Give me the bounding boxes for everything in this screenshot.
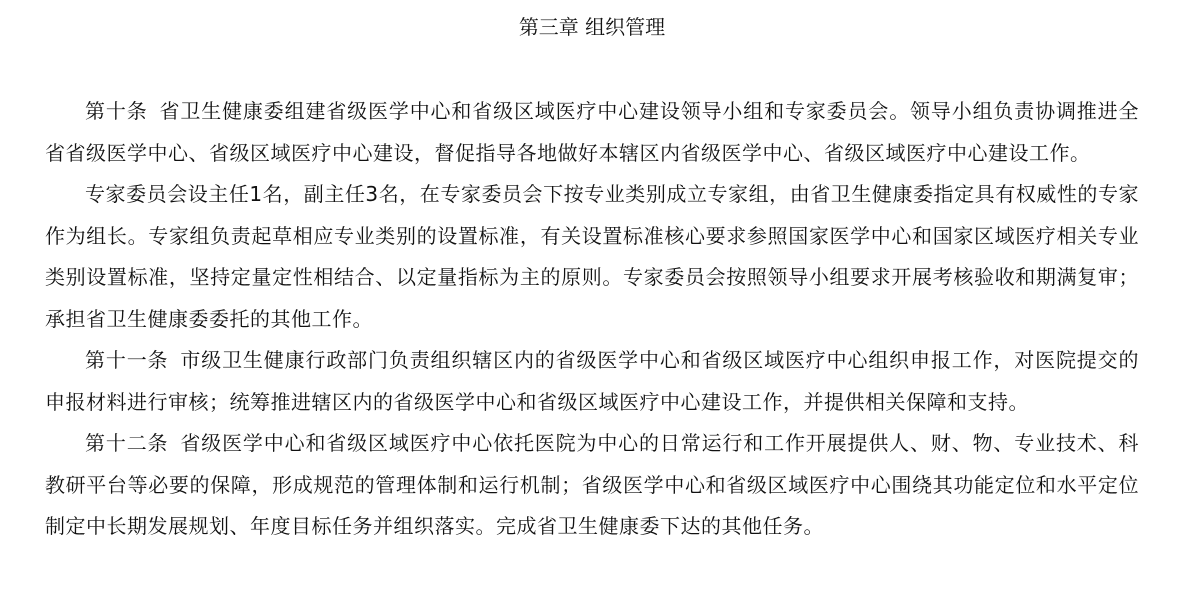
article-10-number: 第十条	[85, 99, 148, 123]
article-12-paragraph	[45, 423, 1139, 548]
article-11-paragraph	[45, 340, 1139, 423]
article-11-number: 第十一条	[85, 348, 169, 372]
article-12-text: 省级医学中心和省级区域医疗中心依托医院为中心的日常运行和工作开展提供人、财、物、专业技术、科教研平台等必要的保障，形成规范的管理体制和运行机制；省级医学中心和省级区域医疗中心围绕其功能定位和水平定位制定中长期发展规划、年度目标任务并组织落实。完成省卫生健康委下达的其他任务。	[45, 431, 1140, 538]
expert-committee-paragraph	[45, 174, 1139, 340]
expert-committee-text: 专家委员会设主任1名，副主任3名，在专家委员会下按专业类别成立专家组，由省卫生健康委指定具有权威性的专家作为组长。专家组负责起草相应专业类别的设置标准，有关设置标准核心要求参照国家医学中心和国家区域医疗相关专业类别设置标准，坚持定量定性相结合、以定量指标为主的原则。专家委员会按照领导小组要求开展考核验收和期满复审；承担省卫生健康委委托的其他工作。	[45, 182, 1139, 331]
document-body	[45, 91, 1139, 548]
article-11-text: 市级卫生健康行政部门负责组织辖区内的省级医学中心和省级区域医疗中心组织申报工作，对医院提交的申报材料进行审核；统筹推进辖区内的省级医学中心和省级区域医疗中心建设工作，并提供相关保障和支持。	[45, 348, 1140, 414]
article-12-number: 第十二条	[85, 431, 169, 455]
chapter-title: 第三章 组织管理	[518, 15, 666, 39]
article-10-paragraph	[45, 91, 1139, 174]
article-10-text: 省卫生健康委组建省级医学中心和省级区域医疗中心建设领导小组和专家委员会。领导小组负责协调推进全省省级医学中心、省级区域医疗中心建设，督促指导各地做好本辖区内省级医学中心、省级区域医疗中心建设工作。	[45, 99, 1140, 165]
